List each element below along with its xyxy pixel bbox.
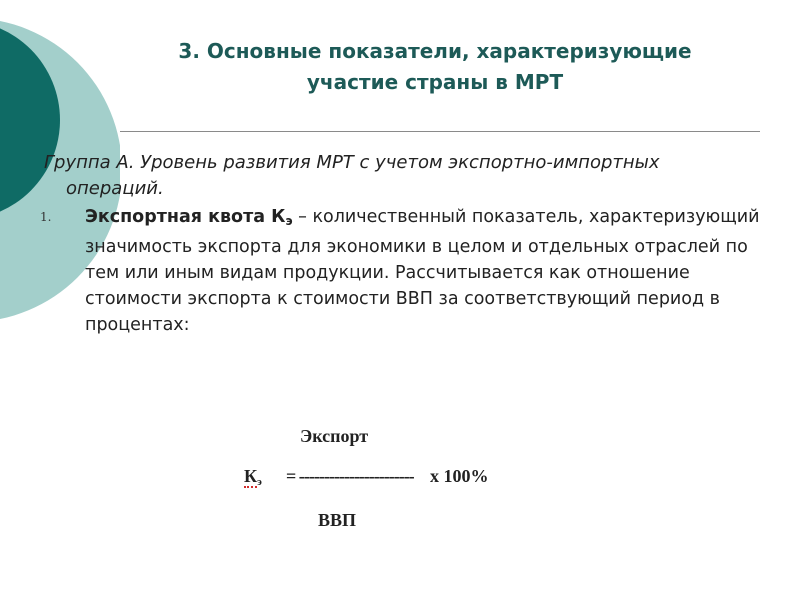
slide-title (110, 36, 760, 98)
formula-denominator: ВВП (318, 510, 357, 530)
title-divider (120, 131, 760, 132)
export-quota-subscript: э (285, 214, 293, 228)
list-item-text (85, 204, 765, 338)
export-quota-definition: – количественный показатель, характеризующий значимость экспорта для экономики в целом и отдельных отраслей по тем или иным видам продукции. Рассчитывается как отношение стоимости экспорта к стоимости ВВП за соответствующий период в процентах: (85, 207, 760, 335)
formula-lhs-subscript: э (257, 476, 262, 488)
export-quota-formula (240, 420, 560, 540)
formula-fraction-line: = ----------------------- (286, 466, 414, 486)
formula-lhs-symbol: К (244, 466, 258, 486)
formula-multiplier: х 100% (430, 466, 489, 486)
formula-numerator: Экспорт (300, 426, 369, 446)
slide-title-line-1: 3. Основные показатели, характеризующие (178, 39, 692, 63)
formula-lhs (244, 466, 262, 488)
group-heading: Группа А. Уровень развития МРТ с учетом экспортно-импортных операций. (44, 152, 660, 199)
slide-title-line-2: участие страны в МРТ (306, 70, 564, 94)
export-quota-term: Экспортная квота К (85, 207, 286, 227)
list-marker: 1. (40, 210, 52, 224)
